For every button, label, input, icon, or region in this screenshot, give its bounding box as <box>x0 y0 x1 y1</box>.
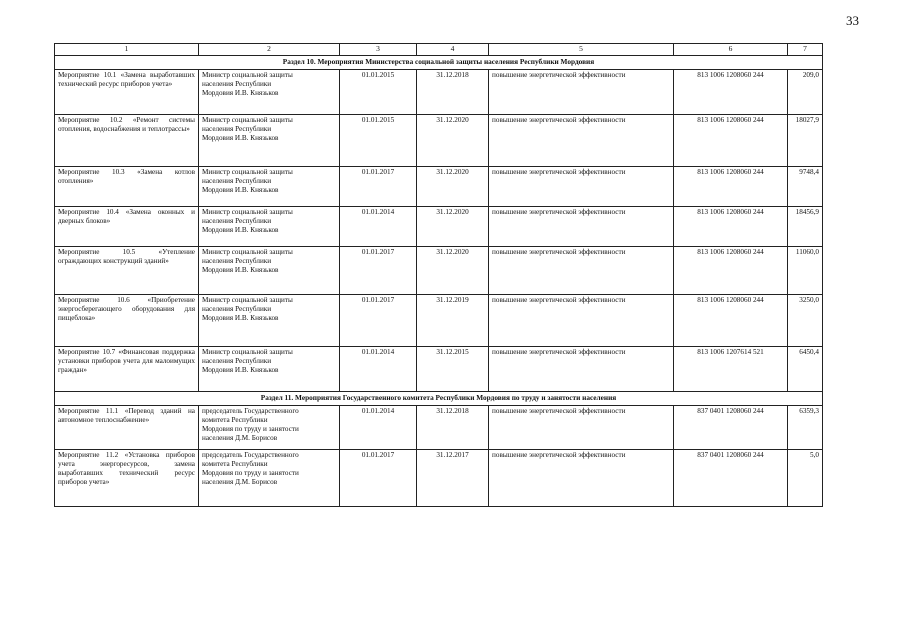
responsible-person <box>199 207 340 247</box>
expected-result: повышение энергетической эффективности <box>489 247 674 295</box>
end-date: 31.12.2017 <box>417 450 489 507</box>
activity-name: Мероприятие 11.2 «Установка приборов учета энергоресурсов, замена выработавших технический ресурс приборов учета» <box>55 450 199 507</box>
responsible-person <box>199 115 340 167</box>
expected-result: повышение энергетической эффективности <box>489 450 674 507</box>
column-number-3: 3 <box>340 44 417 56</box>
end-date: 31.12.2020 <box>417 115 489 167</box>
responsible-line: Мордовия И.В. Князьков <box>202 366 279 374</box>
start-date: 01.01.2017 <box>340 295 417 347</box>
end-date: 31.12.2015 <box>417 347 489 392</box>
responsible-line: Министр социальной защиты <box>202 116 293 124</box>
responsible-line: населения Республики <box>202 177 272 185</box>
responsible-line: Министр социальной защиты <box>202 348 293 356</box>
expected-result: повышение энергетической эффективности <box>489 406 674 450</box>
responsible-line: Мордовия И.В. Князьков <box>202 314 279 322</box>
funding-amount: 9748,4 <box>788 167 823 207</box>
end-date: 31.12.2020 <box>417 207 489 247</box>
column-number-2: 2 <box>199 44 340 56</box>
responsible-line: Мордовия И.В. Князьков <box>202 89 279 97</box>
column-number-7: 7 <box>788 44 823 56</box>
funding-amount: 18027,9 <box>788 115 823 167</box>
responsible-person <box>199 347 340 392</box>
budget-code: 813 1006 1208060 244 <box>674 70 788 115</box>
section-title: Раздел 10. Мероприятия Министерства социальной защиты населения Республики Мордовия <box>55 56 823 70</box>
table-row <box>55 247 823 295</box>
funding-amount: 209,0 <box>788 70 823 115</box>
responsible-line: Министр социальной защиты <box>202 168 293 176</box>
responsible-line: Министр социальной защиты <box>202 248 293 256</box>
end-date: 31.12.2020 <box>417 247 489 295</box>
responsible-line: населения Республики <box>202 257 272 265</box>
funding-amount: 3250,0 <box>788 295 823 347</box>
responsible-line: Министр социальной защиты <box>202 208 293 216</box>
responsible-line: председатель Государственного <box>202 451 299 459</box>
program-table <box>54 43 823 507</box>
activity-name: Мероприятие 10.5 «Утепление ограждающих конструкций зданий» <box>55 247 199 295</box>
expected-result: повышение энергетической эффективности <box>489 207 674 247</box>
start-date: 01.01.2014 <box>340 347 417 392</box>
start-date: 01.01.2017 <box>340 450 417 507</box>
activity-name: Мероприятие 10.6 «Приобретение энергосберегающего оборудования для пищеблока» <box>55 295 199 347</box>
responsible-line: Министр социальной защиты <box>202 296 293 304</box>
end-date: 31.12.2020 <box>417 167 489 207</box>
end-date: 31.12.2019 <box>417 295 489 347</box>
budget-code: 813 1006 1208060 244 <box>674 207 788 247</box>
table-row <box>55 115 823 167</box>
responsible-line: населения Республики <box>202 80 272 88</box>
responsible-line: Мордовия И.В. Князьков <box>202 266 279 274</box>
activity-name: Мероприятие 10.1 «Замена выработавших технический ресурс приборов учета» <box>55 70 199 115</box>
responsible-person <box>199 167 340 207</box>
activity-name: Мероприятие 10.2 «Ремонт системы отопления, водоснабжения и теплотрассы» <box>55 115 199 167</box>
responsible-line: населения Республики <box>202 217 272 225</box>
end-date: 31.12.2018 <box>417 406 489 450</box>
responsible-line: населения Д.М. Борисов <box>202 434 278 442</box>
budget-code: 813 1006 1208060 244 <box>674 167 788 207</box>
responsible-line: председатель Государственного <box>202 407 299 415</box>
responsible-person <box>199 247 340 295</box>
responsible-person <box>199 295 340 347</box>
expected-result: повышение энергетической эффективности <box>489 167 674 207</box>
page-number: 33 <box>846 13 859 28</box>
responsible-line: населения Республики <box>202 357 272 365</box>
expected-result: повышение энергетической эффективности <box>489 115 674 167</box>
table-row <box>55 406 823 450</box>
expected-result: повышение энергетической эффективности <box>489 70 674 115</box>
start-date: 01.01.2014 <box>340 406 417 450</box>
table-row <box>55 207 823 247</box>
activity-name: Мероприятие 10.7 «Финансовая поддержка установки приборов учета для малоимущих граждан» <box>55 347 199 392</box>
budget-code: 813 1006 1208060 244 <box>674 115 788 167</box>
column-number-1: 1 <box>55 44 199 56</box>
table-row <box>55 167 823 207</box>
expected-result: повышение энергетической эффективности <box>489 295 674 347</box>
responsible-line: населения Д.М. Борисов <box>202 478 278 486</box>
column-number-row <box>55 44 823 56</box>
table-row <box>55 347 823 392</box>
funding-amount: 11060,0 <box>788 247 823 295</box>
responsible-line: комитета Республики <box>202 460 268 468</box>
expected-result: повышение энергетической эффективности <box>489 347 674 392</box>
responsible-line: населения Республики <box>202 305 272 313</box>
responsible-line: Мордовия по труду и занятости <box>202 425 299 433</box>
activity-name: Мероприятие 10.4 «Замена оконных и дверных блоков» <box>55 207 199 247</box>
budget-code: 813 1006 1207614 521 <box>674 347 788 392</box>
funding-amount: 6450,4 <box>788 347 823 392</box>
start-date: 01.01.2017 <box>340 247 417 295</box>
funding-amount: 18456,9 <box>788 207 823 247</box>
column-number-4: 4 <box>417 44 489 56</box>
budget-code: 813 1006 1208060 244 <box>674 295 788 347</box>
responsible-line: населения Республики <box>202 125 272 133</box>
start-date: 01.01.2015 <box>340 70 417 115</box>
responsible-person <box>199 70 340 115</box>
responsible-line: Мордовия И.В. Князьков <box>202 186 279 194</box>
start-date: 01.01.2014 <box>340 207 417 247</box>
responsible-line: Мордовия по труду и занятости <box>202 469 299 477</box>
responsible-line: Мордовия И.В. Князьков <box>202 226 279 234</box>
activity-name: Мероприятие 11.1 «Перевод зданий на автономное теплоснабжение» <box>55 406 199 450</box>
table-row <box>55 70 823 115</box>
funding-amount: 5,0 <box>788 450 823 507</box>
responsible-line: Мордовия И.В. Князьков <box>202 134 279 142</box>
responsible-person <box>199 450 340 507</box>
responsible-line: комитета Республики <box>202 416 268 424</box>
budget-code: 813 1006 1208060 244 <box>674 247 788 295</box>
budget-code: 837 0401 1208060 244 <box>674 450 788 507</box>
column-number-5: 5 <box>489 44 674 56</box>
section-title: Раздел 11. Мероприятия Государственного комитета Республики Мордовия по труду и занятости населения <box>55 392 823 406</box>
table-row <box>55 295 823 347</box>
section-heading-row <box>55 56 823 70</box>
activity-name: Мероприятие 10.3 «Замена котлов отопления» <box>55 167 199 207</box>
responsible-line: Министр социальной защиты <box>202 71 293 79</box>
column-number-6: 6 <box>674 44 788 56</box>
start-date: 01.01.2017 <box>340 167 417 207</box>
end-date: 31.12.2018 <box>417 70 489 115</box>
start-date: 01.01.2015 <box>340 115 417 167</box>
responsible-person <box>199 406 340 450</box>
budget-code: 837 0401 1208060 244 <box>674 406 788 450</box>
funding-amount: 6359,3 <box>788 406 823 450</box>
table-row <box>55 450 823 507</box>
section-heading-row <box>55 392 823 406</box>
